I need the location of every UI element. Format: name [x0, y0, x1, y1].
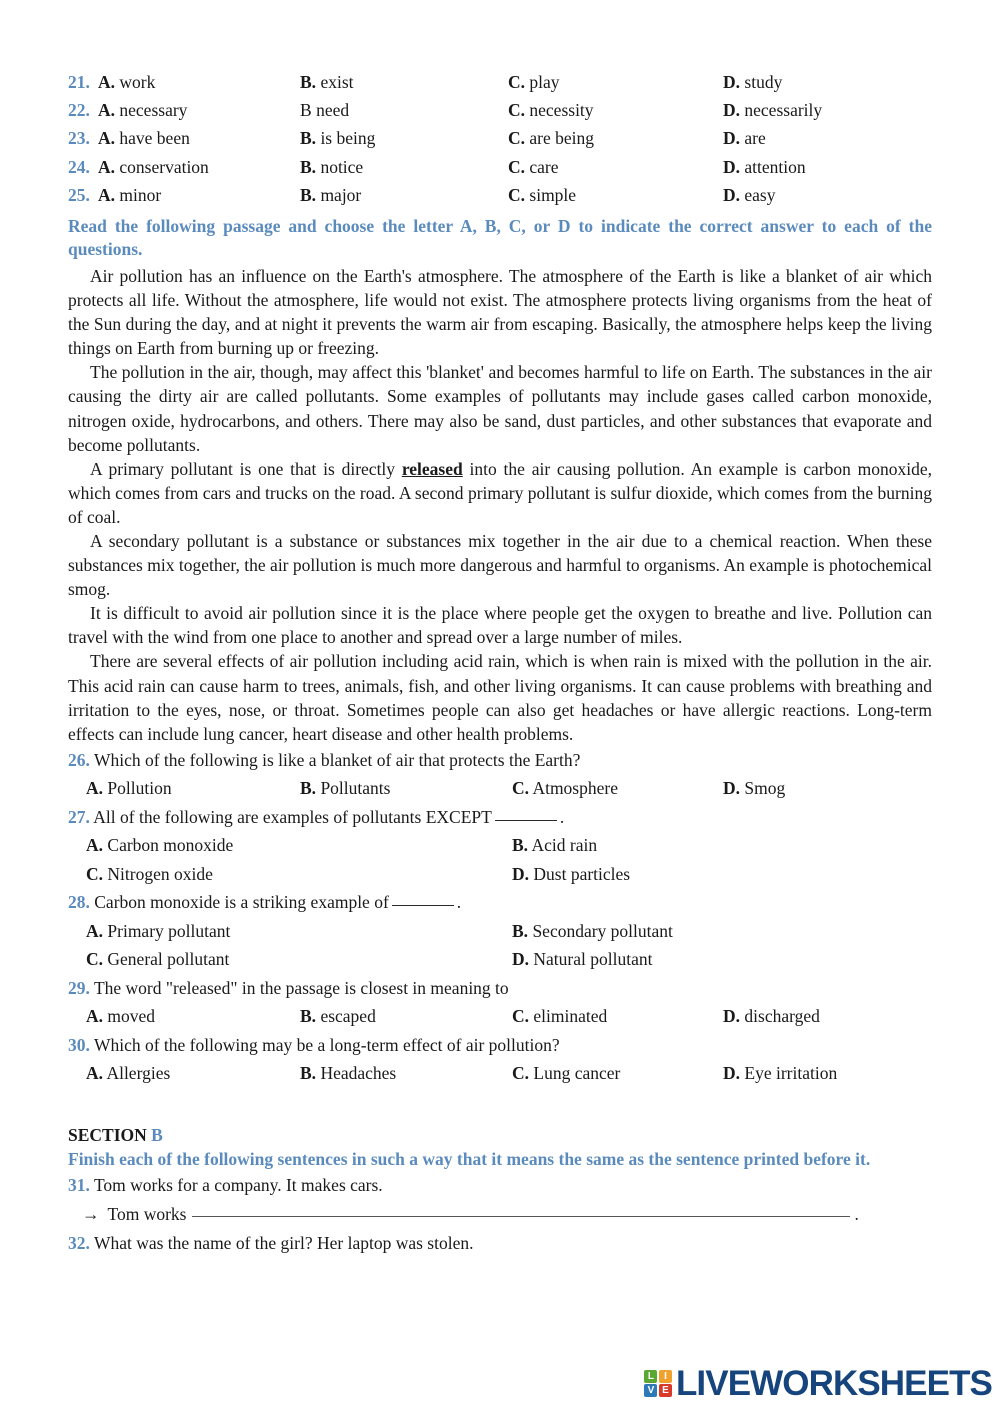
- option-text: are being: [529, 128, 595, 149]
- option-c[interactable]: [508, 68, 560, 96]
- option-label: D.: [512, 863, 530, 884]
- question-number: 25.: [68, 184, 90, 205]
- paragraph-text-before: A primary pollutant is one that is directly: [90, 458, 402, 479]
- option-text: necessarily: [744, 100, 823, 121]
- emphasized-word-released: released: [401, 458, 463, 479]
- option-d[interactable]: [723, 153, 806, 181]
- option-text: discharged: [744, 1006, 820, 1027]
- option-label: D.: [723, 72, 741, 92]
- question-stem: [68, 888, 932, 917]
- option-text: Secondary pollutant: [532, 920, 673, 941]
- option-d[interactable]: [512, 945, 652, 974]
- question-stem: [68, 974, 932, 1003]
- option-label: D.: [723, 184, 741, 205]
- option-b[interactable]: [300, 774, 390, 803]
- liveworksheets-logo: [644, 1366, 992, 1401]
- question-number: 22.: [68, 100, 90, 121]
- reading-question-28: [68, 888, 932, 974]
- question-number: 31.: [68, 1174, 90, 1195]
- option-label: C.: [512, 778, 530, 799]
- vocabulary-row: [68, 181, 932, 209]
- option-text: Lung cancer: [533, 1063, 621, 1084]
- question-number: 23.: [68, 128, 90, 149]
- option-d[interactable]: [723, 96, 822, 124]
- option-a[interactable]: [86, 917, 230, 946]
- reading-question-26: [68, 746, 932, 803]
- option-d[interactable]: [723, 124, 766, 152]
- option-text: Smog: [744, 778, 786, 799]
- option-a[interactable]: [98, 68, 155, 96]
- option-text: play: [529, 72, 560, 92]
- option-label: A.: [98, 128, 116, 149]
- option-b[interactable]: [300, 68, 354, 96]
- option-a[interactable]: [86, 774, 172, 803]
- logo-tiles-icon: [644, 1370, 672, 1398]
- answer-blank[interactable]: [495, 820, 557, 821]
- question-number: 26.: [68, 749, 90, 770]
- option-a[interactable]: [98, 96, 187, 124]
- option-c[interactable]: [508, 96, 594, 124]
- option-row: [68, 1002, 932, 1031]
- option-d[interactable]: [723, 1002, 820, 1031]
- question-number: 24.: [68, 156, 90, 177]
- option-label: C.: [512, 1006, 530, 1027]
- option-text: Acid rain: [531, 835, 598, 856]
- vocabulary-question-list: [68, 68, 932, 209]
- option-text: Natural pollutant: [533, 949, 653, 970]
- option-text: necessity: [529, 100, 594, 121]
- option-label: A.: [98, 184, 116, 205]
- option-text: escaped: [320, 1006, 376, 1027]
- question-text: All of the following are examples of pollutants EXCEPT: [93, 806, 492, 827]
- option-d[interactable]: [723, 68, 782, 96]
- option-b[interactable]: [300, 153, 363, 181]
- vocabulary-row: [68, 96, 932, 124]
- option-text: care: [529, 156, 559, 177]
- option-row: [68, 774, 932, 803]
- option-text: simple: [529, 184, 577, 205]
- option-label: D.: [723, 778, 741, 799]
- passage-paragraph-3: [68, 457, 932, 529]
- option-label: B.: [300, 184, 317, 205]
- question-number: 21.: [68, 72, 90, 92]
- option-label: A.: [98, 100, 116, 121]
- option-c[interactable]: [512, 1002, 607, 1031]
- option-a[interactable]: [86, 1059, 170, 1088]
- option-text: General pollutant: [107, 949, 230, 970]
- section-label: SECTION: [68, 1124, 147, 1145]
- answer-blank[interactable]: [392, 905, 454, 906]
- option-text: Dust particles: [533, 863, 631, 884]
- option-row: [68, 831, 932, 860]
- option-label: D.: [723, 100, 741, 121]
- question-text: Which of the following may be a long-term effect of air pollution?: [93, 1034, 560, 1055]
- logo-tile-e: E: [659, 1384, 672, 1397]
- option-label: C.: [86, 949, 104, 970]
- option-text: conservation: [119, 156, 209, 177]
- question-text-end: .: [456, 892, 462, 913]
- paragraph-text-after: into the air causing pollution. An example is carbon monoxide, which comes from cars and trucks on the road. A second primary pollutant is sulfur dioxide, which comes from the burning of coal.: [68, 458, 932, 527]
- option-label: B.: [300, 128, 317, 149]
- option-c[interactable]: [512, 774, 618, 803]
- option-c[interactable]: [508, 153, 559, 181]
- question-text: Which of the following is like a blanket of air that protects the Earth?: [93, 749, 581, 770]
- worksheet-content: [68, 68, 932, 1258]
- logo-wordmark: LIVEWORKSHEETS: [675, 1364, 992, 1403]
- transformation-question-31: [68, 1171, 932, 1200]
- option-label: D.: [723, 1063, 741, 1084]
- option-label: C.: [512, 1063, 530, 1084]
- option-label: A.: [86, 920, 104, 941]
- question-text: The word "released" in the passage is closest in meaning to: [93, 977, 509, 998]
- option-label: C.: [508, 72, 526, 92]
- option-label: B.: [512, 920, 529, 941]
- option-label: D.: [512, 949, 530, 970]
- option-text: Allergies: [106, 1063, 171, 1084]
- option-a[interactable]: [98, 181, 161, 209]
- question-text: What was the name of the girl? Her laptop was stolen.: [93, 1233, 474, 1254]
- option-text: Pollution: [107, 778, 172, 799]
- option-label: A.: [86, 778, 104, 799]
- option-text: minor: [119, 184, 162, 205]
- option-b[interactable]: [300, 124, 375, 152]
- question-number: 29.: [68, 977, 90, 998]
- logo-tile-v: V: [644, 1384, 657, 1397]
- option-b[interactable]: [512, 831, 597, 860]
- passage-paragraph-1: Air pollution has an influence on the Earth's atmosphere. The atmosphere of the Earth is like a blanket of air which protects all life. Without the atmosphere, life would not exist. The atmosphere protects living organisms from the heat of the Sun during the day, and at night it prevents the warm air from escaping. Basically, the atmosphere helps keep the living things on Earth from burning up or freezing.: [68, 265, 932, 359]
- reading-instruction: Read the following passage and choose the letter A, B, C, or D to indicate the correct answer to each of the questions.: [68, 215, 932, 259]
- option-a[interactable]: [98, 124, 190, 152]
- section-b-instruction: Finish each of the following sentences in such a way that it means the same as the sentence printed before it.: [68, 1148, 871, 1169]
- reading-question-30: [68, 1031, 932, 1088]
- option-text: work: [119, 72, 156, 92]
- option-d[interactable]: [723, 774, 785, 803]
- option-label: D.: [723, 128, 741, 149]
- vocabulary-row: [68, 68, 932, 96]
- option-b[interactable]: [300, 1002, 376, 1031]
- option-label: A.: [98, 72, 116, 92]
- option-label: C.: [508, 100, 526, 121]
- option-text: Pollutants: [320, 778, 391, 799]
- option-text: Primary pollutant: [107, 920, 231, 941]
- option-label: B.: [300, 1063, 317, 1084]
- option-text: Eye irritation: [744, 1063, 838, 1084]
- answer-line-31: [68, 1199, 932, 1229]
- option-d[interactable]: [723, 1059, 837, 1088]
- answer-end-punctuation: .: [854, 1204, 859, 1225]
- option-text: eliminated: [533, 1006, 608, 1027]
- option-label: A.: [98, 156, 116, 177]
- question-stem: [68, 1031, 932, 1060]
- option-b[interactable]: [300, 181, 361, 209]
- option-d[interactable]: [512, 860, 630, 889]
- option-text: moved: [107, 1006, 156, 1027]
- arrow-icon: →: [82, 1204, 100, 1225]
- option-label: D.: [723, 156, 741, 177]
- option-text: Carbon monoxide: [107, 835, 234, 856]
- option-text: Nitrogen oxide: [107, 863, 213, 884]
- option-text: necessary: [119, 100, 188, 121]
- option-label: B.: [300, 1006, 317, 1027]
- reading-question-27: [68, 803, 932, 889]
- reading-question-29: [68, 974, 932, 1031]
- answer-lead-in: Tom works: [107, 1204, 187, 1225]
- question-text: Tom works for a company. It makes cars.: [93, 1174, 383, 1195]
- option-text: easy: [744, 184, 776, 205]
- option-row: [68, 945, 932, 974]
- option-text: is being: [320, 128, 376, 149]
- option-label: C.: [508, 156, 526, 177]
- vocabulary-row: [68, 124, 932, 152]
- option-row: [68, 917, 932, 946]
- option-label: A.: [86, 1063, 104, 1084]
- option-text: study: [744, 72, 783, 92]
- option-text: Headaches: [320, 1063, 397, 1084]
- question-number: 27.: [68, 806, 90, 827]
- passage-paragraph-2: The pollution in the air, though, may affect this 'blanket' and becomes harmful to life on Earth. The substances in the air causing the dirty air are called pollutants. Some examples of pollutants may include gases called carbon monoxide, nitrogen oxide, hydrocarbons, and others. There may also be sand, dust particles, and other substances that evaporate and become pollutants.: [68, 362, 932, 455]
- option-label: B.: [300, 72, 317, 92]
- option-b[interactable]: [512, 917, 673, 946]
- option-row: [68, 1059, 932, 1088]
- question-number: 30.: [68, 1034, 90, 1055]
- question-stem: [68, 746, 932, 775]
- passage-paragraph-5: It is difficult to avoid air pollution since it is the place where people get the oxygen to breathe and live. Pollution can travel with the wind from one place to another and spread over a large number of miles.: [68, 603, 932, 648]
- question-stem: [68, 803, 932, 832]
- option-d[interactable]: [723, 181, 776, 209]
- option-text: are: [744, 128, 766, 149]
- logo-tile-i: I: [659, 1370, 672, 1383]
- option-label: C.: [86, 863, 104, 884]
- transformation-question-32: [68, 1229, 932, 1258]
- question-text-end: .: [559, 806, 565, 827]
- option-c[interactable]: [508, 181, 576, 209]
- option-c[interactable]: [86, 860, 213, 889]
- option-label: D.: [723, 1006, 741, 1027]
- option-c[interactable]: [86, 945, 229, 974]
- vocabulary-row: [68, 153, 932, 181]
- option-label: C.: [508, 184, 526, 205]
- passage-paragraph-4: A secondary pollutant is a substance or substances mix together in the air due to a chemical reaction. When these substances mix together, the air pollution is much more dangerous and harmful to organisms. An example is photochemical smog.: [68, 530, 932, 600]
- option-a[interactable]: [86, 1002, 155, 1031]
- question-number: 28.: [68, 892, 90, 913]
- section-b-heading: [68, 1122, 932, 1148]
- option-label: B.: [512, 835, 529, 856]
- question-text: Carbon monoxide is a striking example of: [94, 892, 389, 913]
- option-label: A.: [86, 1006, 104, 1027]
- reading-passage: [68, 264, 932, 746]
- answer-blank-input[interactable]: [192, 1216, 850, 1217]
- option-label: A.: [86, 835, 104, 856]
- option-c[interactable]: [508, 124, 594, 152]
- logo-tile-l: L: [644, 1370, 657, 1383]
- section-letter: B: [151, 1124, 163, 1145]
- option-label: B.: [300, 156, 317, 177]
- passage-paragraph-6: There are several effects of air pollution including acid rain, which is when rain is mixed with the pollution in the air. This acid rain can cause harm to trees, animals, fish, and other living organisms. It can cause problems with breathing and irritation to the eyes, nose, or throat. Sometimes people can also get headaches or have allergic reactions. Long-term effects can include lung cancer, heart disease and other health problems.: [68, 651, 932, 744]
- option-text: need: [316, 100, 350, 121]
- option-text: exist: [320, 72, 354, 92]
- option-b[interactable]: [300, 96, 349, 124]
- option-text: notice: [320, 156, 364, 177]
- option-c[interactable]: [512, 1059, 620, 1088]
- option-a[interactable]: [98, 153, 209, 181]
- option-text: have been: [119, 128, 190, 149]
- reading-question-list: [68, 746, 932, 1088]
- question-number: 32.: [68, 1233, 90, 1254]
- option-row: [68, 860, 932, 889]
- option-a[interactable]: [86, 831, 233, 860]
- option-text: attention: [744, 156, 806, 177]
- option-b[interactable]: [300, 1059, 396, 1088]
- option-text: major: [320, 184, 362, 205]
- option-label: B.: [300, 778, 317, 799]
- option-text: Atmosphere: [532, 778, 618, 799]
- option-label: B: [300, 100, 312, 121]
- option-label: C.: [508, 128, 526, 149]
